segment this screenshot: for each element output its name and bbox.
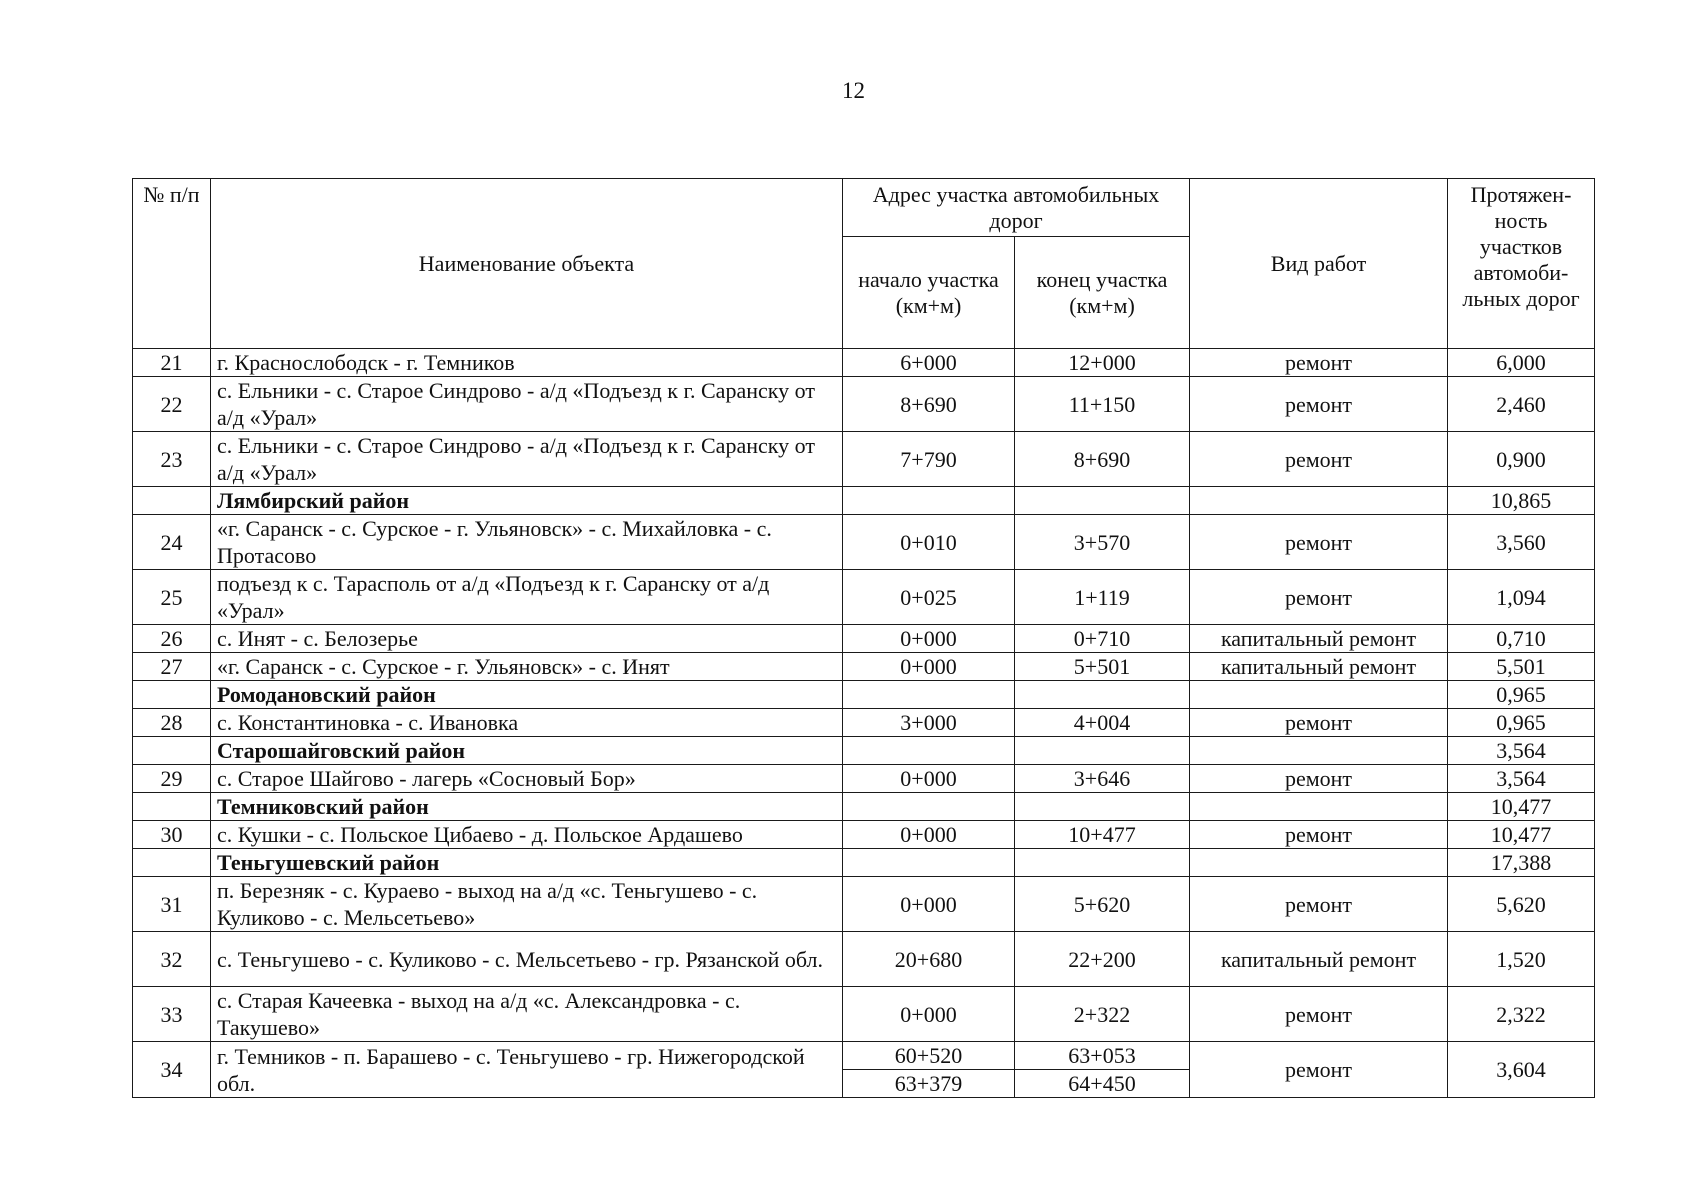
table-row — [133, 709, 1595, 737]
road-length: 3,560 — [1448, 515, 1595, 570]
table-row — [133, 349, 1595, 377]
row-number: 28 — [133, 709, 211, 737]
object-name: г. Темников - п. Барашево - с. Теньгушево - гр. Нижегородской обл. — [211, 1042, 843, 1098]
work-type: ремонт — [1190, 515, 1448, 570]
row-number: 33 — [133, 987, 211, 1042]
section-start: 0+010 — [843, 515, 1015, 570]
district-name: Теньгушевский район — [211, 849, 843, 877]
page-number: 12 — [842, 78, 865, 103]
section-start: 0+000 — [843, 821, 1015, 849]
object-name: с. Ельники - с. Старое Синдрово - а/д «Подъезд к г. Саранску от а/д «Урал» — [211, 377, 843, 432]
section-start: 7+790 — [843, 432, 1015, 487]
row-number — [133, 793, 211, 821]
row-number: 31 — [133, 877, 211, 932]
object-name: с. Старое Шайгово - лагерь «Сосновый Бор» — [211, 765, 843, 793]
road-length: 6,000 — [1448, 349, 1595, 377]
header-work: Вид работ — [1190, 179, 1448, 349]
section-end: 4+004 — [1015, 709, 1190, 737]
section-start — [843, 487, 1015, 515]
work-type: капитальный ремонт — [1190, 625, 1448, 653]
section-start: 8+690 — [843, 377, 1015, 432]
district-row — [133, 793, 1595, 821]
work-type — [1190, 849, 1448, 877]
road-length: 2,460 — [1448, 377, 1595, 432]
section-start — [843, 737, 1015, 765]
section-end: 11+150 — [1015, 377, 1190, 432]
table-row — [133, 625, 1595, 653]
row-number: 21 — [133, 349, 211, 377]
table-row — [133, 765, 1595, 793]
row-number: 22 — [133, 377, 211, 432]
section-start: 0+025 — [843, 570, 1015, 625]
section-end: 0+710 — [1015, 625, 1190, 653]
district-name: Лямбирский район — [211, 487, 843, 515]
section-start: 3+000 — [843, 709, 1015, 737]
district-row — [133, 487, 1595, 515]
section-end: 8+690 — [1015, 432, 1190, 487]
district-length: 10,477 — [1448, 793, 1595, 821]
table-row — [133, 821, 1595, 849]
road-length: 0,965 — [1448, 709, 1595, 737]
object-name: «г. Саранск - с. Сурское - г. Ульяновск» - с. Инят — [211, 653, 843, 681]
work-type — [1190, 793, 1448, 821]
district-length: 0,965 — [1448, 681, 1595, 709]
row-number: 34 — [133, 1042, 211, 1098]
header-address: Адрес участка автомобильных дорог — [843, 179, 1190, 237]
section-start — [843, 793, 1015, 821]
section-start: 0+000 — [843, 987, 1015, 1042]
section-end: 10+477 — [1015, 821, 1190, 849]
work-type: ремонт — [1190, 570, 1448, 625]
object-name: с. Ельники - с. Старое Синдрово - а/д «Подъезд к г. Саранску от а/д «Урал» — [211, 432, 843, 487]
district-length: 10,865 — [1448, 487, 1595, 515]
section-end: 3+646 — [1015, 765, 1190, 793]
section-end — [1015, 681, 1190, 709]
work-type: ремонт — [1190, 432, 1448, 487]
roads-table — [132, 178, 1595, 1098]
section-end-value: 63+053 — [1068, 1043, 1136, 1068]
section-start: 6+000 — [843, 349, 1015, 377]
row-number: 29 — [133, 765, 211, 793]
object-name: г. Краснослободск - г. Темников — [211, 349, 843, 377]
district-row — [133, 681, 1595, 709]
road-length: 3,604 — [1448, 1042, 1595, 1098]
object-name: с. Теньгушево - с. Куликово - с. Мельсетьево - гр. Рязанской обл. — [211, 932, 843, 987]
district-row — [133, 849, 1595, 877]
road-length: 2,322 — [1448, 987, 1595, 1042]
road-length: 1,094 — [1448, 570, 1595, 625]
work-type: ремонт — [1190, 877, 1448, 932]
row-number — [133, 737, 211, 765]
section-end: 3+570 — [1015, 515, 1190, 570]
work-type: ремонт — [1190, 709, 1448, 737]
section-end — [1015, 737, 1190, 765]
work-type: капитальный ремонт — [1190, 932, 1448, 987]
road-length: 3,564 — [1448, 765, 1595, 793]
section-end — [1015, 793, 1190, 821]
section-start-value: 63+379 — [843, 1069, 1014, 1097]
object-name: с. Старая Качеевка - выход на а/д «с. Александровка - с. Такушево» — [211, 987, 843, 1042]
section-end — [1015, 487, 1190, 515]
district-name: Ромодановский район — [211, 681, 843, 709]
section-start-value: 60+520 — [894, 1043, 963, 1068]
object-name: «г. Саранск - с. Сурское - г. Ульяновск» - с. Михайловка - с. Протасово — [211, 515, 843, 570]
section-start: 0+000 — [843, 625, 1015, 653]
row-number — [133, 681, 211, 709]
district-name: Старошайговский район — [211, 737, 843, 765]
row-number: 30 — [133, 821, 211, 849]
section-start — [843, 681, 1015, 709]
row-number: 32 — [133, 932, 211, 987]
table-header — [133, 179, 1595, 349]
object-name: подъезд к с. Тарасполь от а/д «Подъезд к г. Саранску от а/д «Урал» — [211, 570, 843, 625]
table-row — [133, 932, 1595, 987]
table-row — [133, 987, 1595, 1042]
work-type: капитальный ремонт — [1190, 653, 1448, 681]
section-start: 0+000 — [843, 653, 1015, 681]
work-type: ремонт — [1190, 1042, 1448, 1098]
section-start: 0+000 — [843, 877, 1015, 932]
section-start: 20+680 — [843, 932, 1015, 987]
table-row — [133, 653, 1595, 681]
table-row — [133, 1042, 1595, 1098]
work-type — [1190, 737, 1448, 765]
work-type: ремонт — [1190, 821, 1448, 849]
table-row — [133, 377, 1595, 432]
row-number — [133, 849, 211, 877]
section-start — [843, 849, 1015, 877]
section-end: 5+620 — [1015, 877, 1190, 932]
header-num: № п/п — [133, 179, 211, 349]
table-row — [133, 515, 1595, 570]
table-row — [133, 432, 1595, 487]
road-length: 10,477 — [1448, 821, 1595, 849]
table-row — [133, 877, 1595, 932]
district-length: 17,388 — [1448, 849, 1595, 877]
road-length: 1,520 — [1448, 932, 1595, 987]
section-end: 5+501 — [1015, 653, 1190, 681]
section-end: 2+322 — [1015, 987, 1190, 1042]
object-name: с. Инят - с. Белозерье — [211, 625, 843, 653]
row-number: 24 — [133, 515, 211, 570]
section-end — [1015, 849, 1190, 877]
section-end-value: 64+450 — [1015, 1069, 1189, 1097]
header-start: начало участка (км+м) — [843, 237, 1015, 349]
row-number: 26 — [133, 625, 211, 653]
road-length: 5,501 — [1448, 653, 1595, 681]
header-length: Протяжен-ность участков автомоби-льных дорог — [1448, 179, 1595, 349]
object-name: п. Березняк - с. Кураево - выход на а/д «с. Теньгушево - с. Куликово - с. Мельсетьево» — [211, 877, 843, 932]
table-row — [133, 570, 1595, 625]
row-number: 27 — [133, 653, 211, 681]
road-length: 0,710 — [1448, 625, 1595, 653]
work-type: ремонт — [1190, 765, 1448, 793]
section-end: 12+000 — [1015, 349, 1190, 377]
work-type: ремонт — [1190, 377, 1448, 432]
work-type — [1190, 681, 1448, 709]
object-name: с. Константиновка - с. Ивановка — [211, 709, 843, 737]
section-end: 1+119 — [1015, 570, 1190, 625]
table-body — [133, 349, 1595, 1098]
row-number — [133, 487, 211, 515]
object-name: с. Кушки - с. Польское Цибаево - д. Польское Ардашево — [211, 821, 843, 849]
section-start: 0+000 — [843, 765, 1015, 793]
row-number: 23 — [133, 432, 211, 487]
work-type: ремонт — [1190, 349, 1448, 377]
section-end: 22+200 — [1015, 932, 1190, 987]
district-length: 3,564 — [1448, 737, 1595, 765]
road-length: 0,900 — [1448, 432, 1595, 487]
header-name: Наименование объекта — [211, 179, 843, 349]
district-row — [133, 737, 1595, 765]
row-number: 25 — [133, 570, 211, 625]
work-type: ремонт — [1190, 987, 1448, 1042]
section-start — [843, 1042, 1015, 1098]
district-name: Темниковский район — [211, 793, 843, 821]
header-end: конец участка (км+м) — [1015, 237, 1190, 349]
work-type — [1190, 487, 1448, 515]
section-end — [1015, 1042, 1190, 1098]
road-length: 5,620 — [1448, 877, 1595, 932]
